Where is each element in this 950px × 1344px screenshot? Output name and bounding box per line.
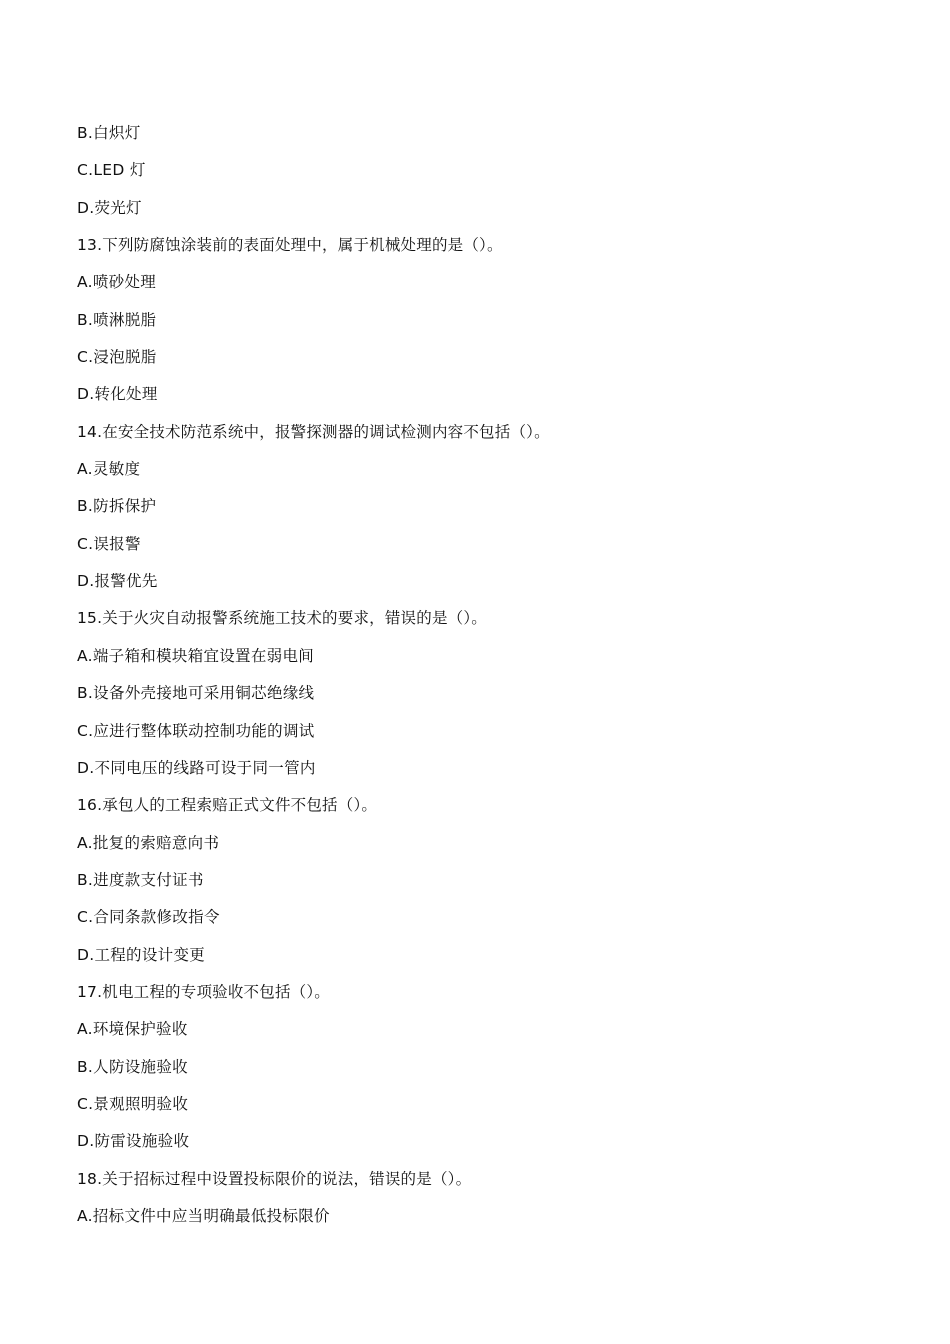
option-line: A.喷砂处理 — [77, 273, 157, 292]
option-line: D.荧光灯 — [77, 198, 142, 217]
option-line: A.端子箱和模块箱宜设置在弱电间 — [77, 646, 315, 665]
question-15: 15.关于火灾自动报警系统施工技术的要求，错误的是（）。 — [77, 609, 488, 628]
option-line: C.浸泡脱脂 — [77, 348, 157, 367]
option-line: B.防拆保护 — [77, 497, 157, 516]
option-line: C.应进行整体联动控制功能的调试 — [77, 721, 315, 740]
option-line: A.灵敏度 — [77, 460, 141, 479]
option-line: D.转化处理 — [77, 385, 158, 404]
option-line: C.景观照明验收 — [77, 1094, 189, 1113]
option-line: C.LED 灯 — [77, 161, 146, 180]
option-line: A.招标文件中应当明确最低投标限价 — [77, 1206, 330, 1225]
option-line: A.批复的索赔意向书 — [77, 833, 220, 852]
question-18: 18.关于招标过程中设置投标限价的说法，错误的是（）。 — [77, 1169, 472, 1188]
option-line: C.合同条款修改指令 — [77, 908, 220, 927]
option-line: B.进度款支付证书 — [77, 870, 204, 889]
option-line: B.喷淋脱脂 — [77, 310, 157, 329]
option-line: A.环境保护验收 — [77, 1020, 188, 1039]
option-line: D.防雷设施验收 — [77, 1132, 190, 1151]
document-page — [77, 122, 890, 1242]
option-line: D.不同电压的线路可设于同一管内 — [77, 758, 316, 777]
question-17: 17.机电工程的专项验收不包括（）。 — [77, 982, 331, 1001]
option-line: B.设备外壳接地可采用铜芯绝缘线 — [77, 684, 315, 703]
question-13: 13.下列防腐蚀涂装前的表面处理中，属于机械处理的是（）。 — [77, 236, 503, 255]
option-line: D.工程的设计变更 — [77, 945, 206, 964]
option-line: C.误报警 — [77, 534, 141, 553]
question-14: 14.在安全技术防范系统中，报警探测器的调试检测内容不包括（）。 — [77, 422, 550, 441]
option-line: D.报警优先 — [77, 572, 158, 591]
option-line: B.白炽灯 — [77, 124, 141, 142]
question-16: 16.承包人的工程索赔正式文件不包括（）。 — [77, 796, 378, 815]
option-line: B.人防设施验收 — [77, 1057, 188, 1076]
